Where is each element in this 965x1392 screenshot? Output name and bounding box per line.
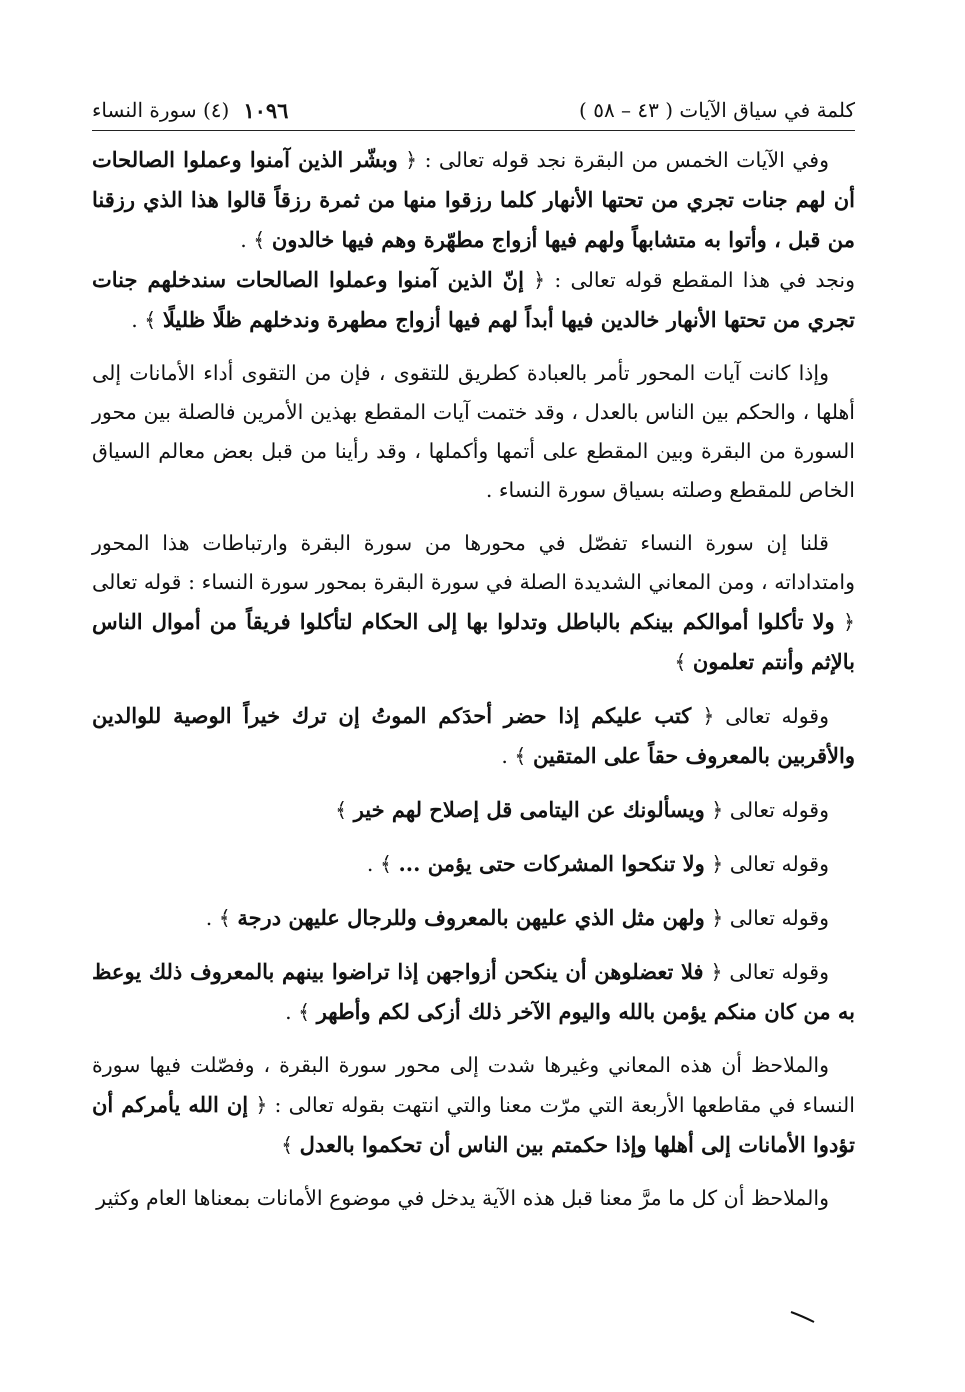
paragraph-8-verse: فلا تعضلوهن أن ينكحن أزواجهن إذا تراضوا بينهم بالمعروف ذلك يوعظ به من كان منكم يؤمن بالله واليوم الآخر ذلك أزكى لكم وأطهر bbox=[92, 959, 855, 1024]
paragraph-6-intro: وقوله تعالى ﴿ bbox=[711, 852, 829, 876]
paragraph-3-intro: قلنا إن سورة النساء تفصّل في محورها من سورة البقرة وارتباطات هذا المحور وامتداداته ، ومن المعاني الشديدة الصلة في سورة البقرة بمحور سورة النساء : قوله تعالى ﴿ bbox=[92, 531, 855, 634]
paragraph-9-intro: والملاحظ أن هذه المعاني وغيرها شدت إلى محور سورة البقرة ، وفصّلت فيها سورة النساء في مقاطعها الأربعة التي مرّت معنا والتي انتهت بقوله تعالى : ﴿ bbox=[92, 1053, 855, 1117]
paragraph-7-verse: ولهن مثل الذي عليهن بالمعروف وللرجال عليهن درجة bbox=[237, 905, 705, 930]
paragraph-1b-outro: ﴾ . bbox=[131, 308, 157, 332]
section-title: كلمة في سياق الآيات ( ٤٣ – ٥٨ ) bbox=[579, 98, 855, 122]
catchword-stroke bbox=[790, 1310, 816, 1324]
surah-title: (٤) سورة النساء bbox=[92, 97, 230, 122]
paragraph-4 bbox=[92, 696, 855, 776]
paragraph-7-intro: وقوله تعالى ﴿ bbox=[711, 906, 829, 930]
paragraph-8-intro: وقوله تعالى ﴿ bbox=[710, 960, 829, 984]
paragraph-2: وإذا كانت آيات المحور تأمر بالعبادة كطريق للتقوى ، فإن من التقوى أداء الأمانات إلى أهلها ، والحكم بين الناس بالعدل ، وقد ختمت آيات المقطع بهذين الأمرين فالصلة بين محور السورة من البقرة وبين المقطع على أتمها وأكملها ، وقد رأينا من قبل بعض معالم السياق الخاص للمقطع وصلته بسياق سورة النساء . bbox=[92, 361, 855, 502]
header-right bbox=[92, 98, 288, 123]
paragraph-4-intro: وقوله تعالى ﴿ bbox=[702, 704, 829, 728]
page-number: ١٠٩٦ bbox=[243, 97, 289, 123]
paragraph-6-verse: ولا تنكحوا المشركات حتى يؤمن ... bbox=[398, 851, 705, 876]
paragraph-9 bbox=[92, 1046, 855, 1165]
paragraph-7 bbox=[92, 898, 855, 938]
paragraph-5 bbox=[92, 790, 855, 830]
paragraph-4-verse: كتب عليكم إذا حضر أحدَكم الموتُ إن ترك خيراً الوصية للوالدين والأقربين بالمعروف حقاً على المتقين bbox=[92, 703, 855, 768]
paragraph-7-outro: ﴾ . bbox=[205, 906, 231, 930]
header-rule bbox=[92, 130, 855, 131]
paragraph-1-intro: وفي الآيات الخمس من البقرة نجد قوله تعالى : ﴿ bbox=[405, 148, 829, 172]
paragraph-6 bbox=[92, 844, 855, 884]
paragraph-5-outro: ﴾ bbox=[335, 798, 348, 822]
paragraph-1-verse: وبشّر الذين آمنوا وعملوا الصالحات أن لهم جنات تجري من تحتها الأنهار كلما رزقوا منها من ثمرة رزقاً قالوا هذا الذي رزقنا من قبل ، وأتوا به متشابهاً ولهم فيها أزواج مطهّرة وهم فيها خالدون bbox=[92, 147, 855, 252]
paragraph-1 bbox=[92, 140, 855, 340]
paragraph-5-intro: وقوله تعالى ﴿ bbox=[711, 798, 829, 822]
paragraph-10: والملاحظ أن كل ما مرَّ معنا قبل هذه الآية يدخل في موضوع الأمانات بمعناها العام وكثير bbox=[96, 1186, 829, 1210]
paragraph-1-outro: ﴾ . bbox=[240, 228, 266, 252]
paragraph-9-outro: ﴾ bbox=[281, 1133, 294, 1157]
paragraph-8-outro: ﴾ . bbox=[285, 1000, 311, 1024]
page-header bbox=[92, 93, 855, 127]
paragraph-1b-intro: ونجد في هذا المقطع قوله تعالى : ﴿ bbox=[533, 268, 855, 292]
paragraph-3 bbox=[92, 524, 855, 682]
paragraph-8 bbox=[92, 952, 855, 1032]
paragraph-4-outro: ﴾ . bbox=[501, 744, 527, 768]
page-body bbox=[92, 140, 855, 1232]
paragraph-3-verse: ولا تأكلوا أموالكم بينكم بالباطل وتدلوا بها إلى الحكام لتأكلوا فريقاً من أموال الناس بالإثم وأنتم تعلمون bbox=[92, 609, 855, 674]
paragraph-5-verse: ويسألونك عن اليتامى قل إصلاح لهم خير bbox=[353, 797, 705, 822]
paragraph-3-outro: ﴾ bbox=[674, 650, 687, 674]
paragraph-6-outro: ﴾ . bbox=[366, 852, 392, 876]
paragraph-9-verse: إن الله يأمركم أن تؤدوا الأمانات إلى أهلها وإذا حكمتم بين الناس أن تحكموا بالعدل bbox=[92, 1092, 855, 1157]
paragraph-1b-verse: إنّ الذين آمنوا وعملوا الصالحات سندخلهم جنات تجري من تحتها الأنهار خالدين فيها أبداً لهم فيها أزواج مطهرة وندخلهم ظلًا ظليلًا bbox=[92, 267, 855, 332]
